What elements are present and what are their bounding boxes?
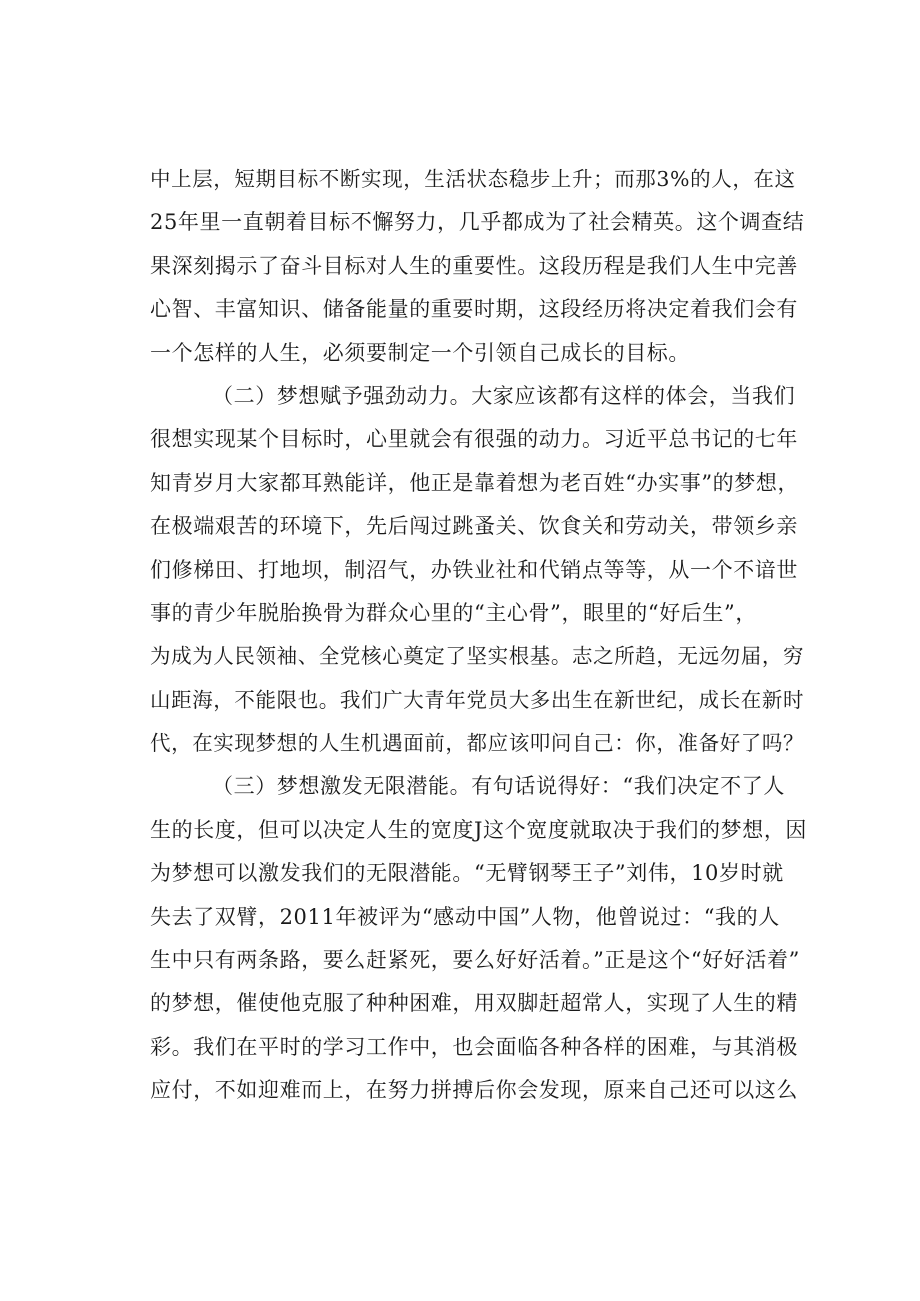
text-line: 在极端艰苦的环境下，先后闯过跳蚤关、饮食关和劳动关，带领乡亲 bbox=[150, 514, 798, 539]
text-line: 知青岁月大家都耳熟能详，他正是靠着想为老百姓“办实事”的梦想， bbox=[150, 470, 800, 495]
text-line: 25年里一直朝着目标不懈努力，几乎都成为了社会精英。这个调查结 bbox=[150, 210, 805, 235]
text-line: 果深刻揭示了奋斗目标对人生的重要性。这段历程是我们人生中完善 bbox=[150, 253, 798, 278]
text-line: 很想实现某个目标时，心里就会有很强的动力。习近平总书记的七年 bbox=[150, 427, 798, 452]
text-line: 为成为人民领袖、全党核心奠定了坚实根基。志之所趋，无远勿届，穷 bbox=[150, 644, 805, 669]
document-body bbox=[150, 158, 810, 1113]
text-line: 应付，不如迎难而上，在努力拼搏后你会发现，原来自己还可以这么 bbox=[150, 1078, 798, 1103]
text-line: 失去了双臂，2011年被评为“感动中国”人物，他曾说过：“我的人 bbox=[150, 904, 780, 929]
text-line: 代，在实现梦想的人生机遇面前，都应该叩问自己：你，准备好了吗？ bbox=[150, 731, 805, 756]
text-line: 事的青少年脱胎换骨为群众心里的“主心骨”，眼里的“好后生”， bbox=[150, 600, 757, 625]
paragraph-first-line: （三）梦想激发无限潜能。有句话说得好：“我们决定不了人 bbox=[212, 774, 785, 799]
text-line: 彩。我们在平时的学习工作中，也会面临各种各样的困难，与其消极 bbox=[150, 1034, 798, 1059]
text-line: 的梦想，催使他克服了种种困难，用双脚赶超常人，实现了人生的精 bbox=[150, 991, 798, 1016]
text-line: 山距海，不能限也。我们广大青年党员大多出生在新世纪，成长在新时 bbox=[150, 687, 805, 712]
text-line: 们修梯田、打地坝，制沼气，办铁业社和代销点等等，从一个不谙世 bbox=[150, 557, 798, 582]
text-line: 生的长度，但可以决定人生的宽度J这个宽度就取决于我们的梦想，因 bbox=[150, 817, 808, 842]
text-line: 为梦想可以激发我们的无限潜能。“无臂钢琴王子”刘伟，10岁时就 bbox=[150, 861, 784, 886]
paragraph-first-line: （二）梦想赋予强劲动力。大家应该都有这样的体会，当我们 bbox=[212, 383, 796, 408]
text-line: 一个怎样的人生，必须要制定一个引领自己成长的目标。 bbox=[150, 340, 690, 365]
text-line: 心智、丰富知识、储备能量的重要时期，这段经历将决定着我们会有 bbox=[150, 297, 798, 322]
text-line: 中上层，短期目标不断实现，生活状态稳步上升；而那3%的人，在这 bbox=[150, 167, 796, 191]
text-line: 生中只有两条路，要么赶紧死，要么好好活着。”正是这个“好好活着” bbox=[150, 948, 800, 973]
